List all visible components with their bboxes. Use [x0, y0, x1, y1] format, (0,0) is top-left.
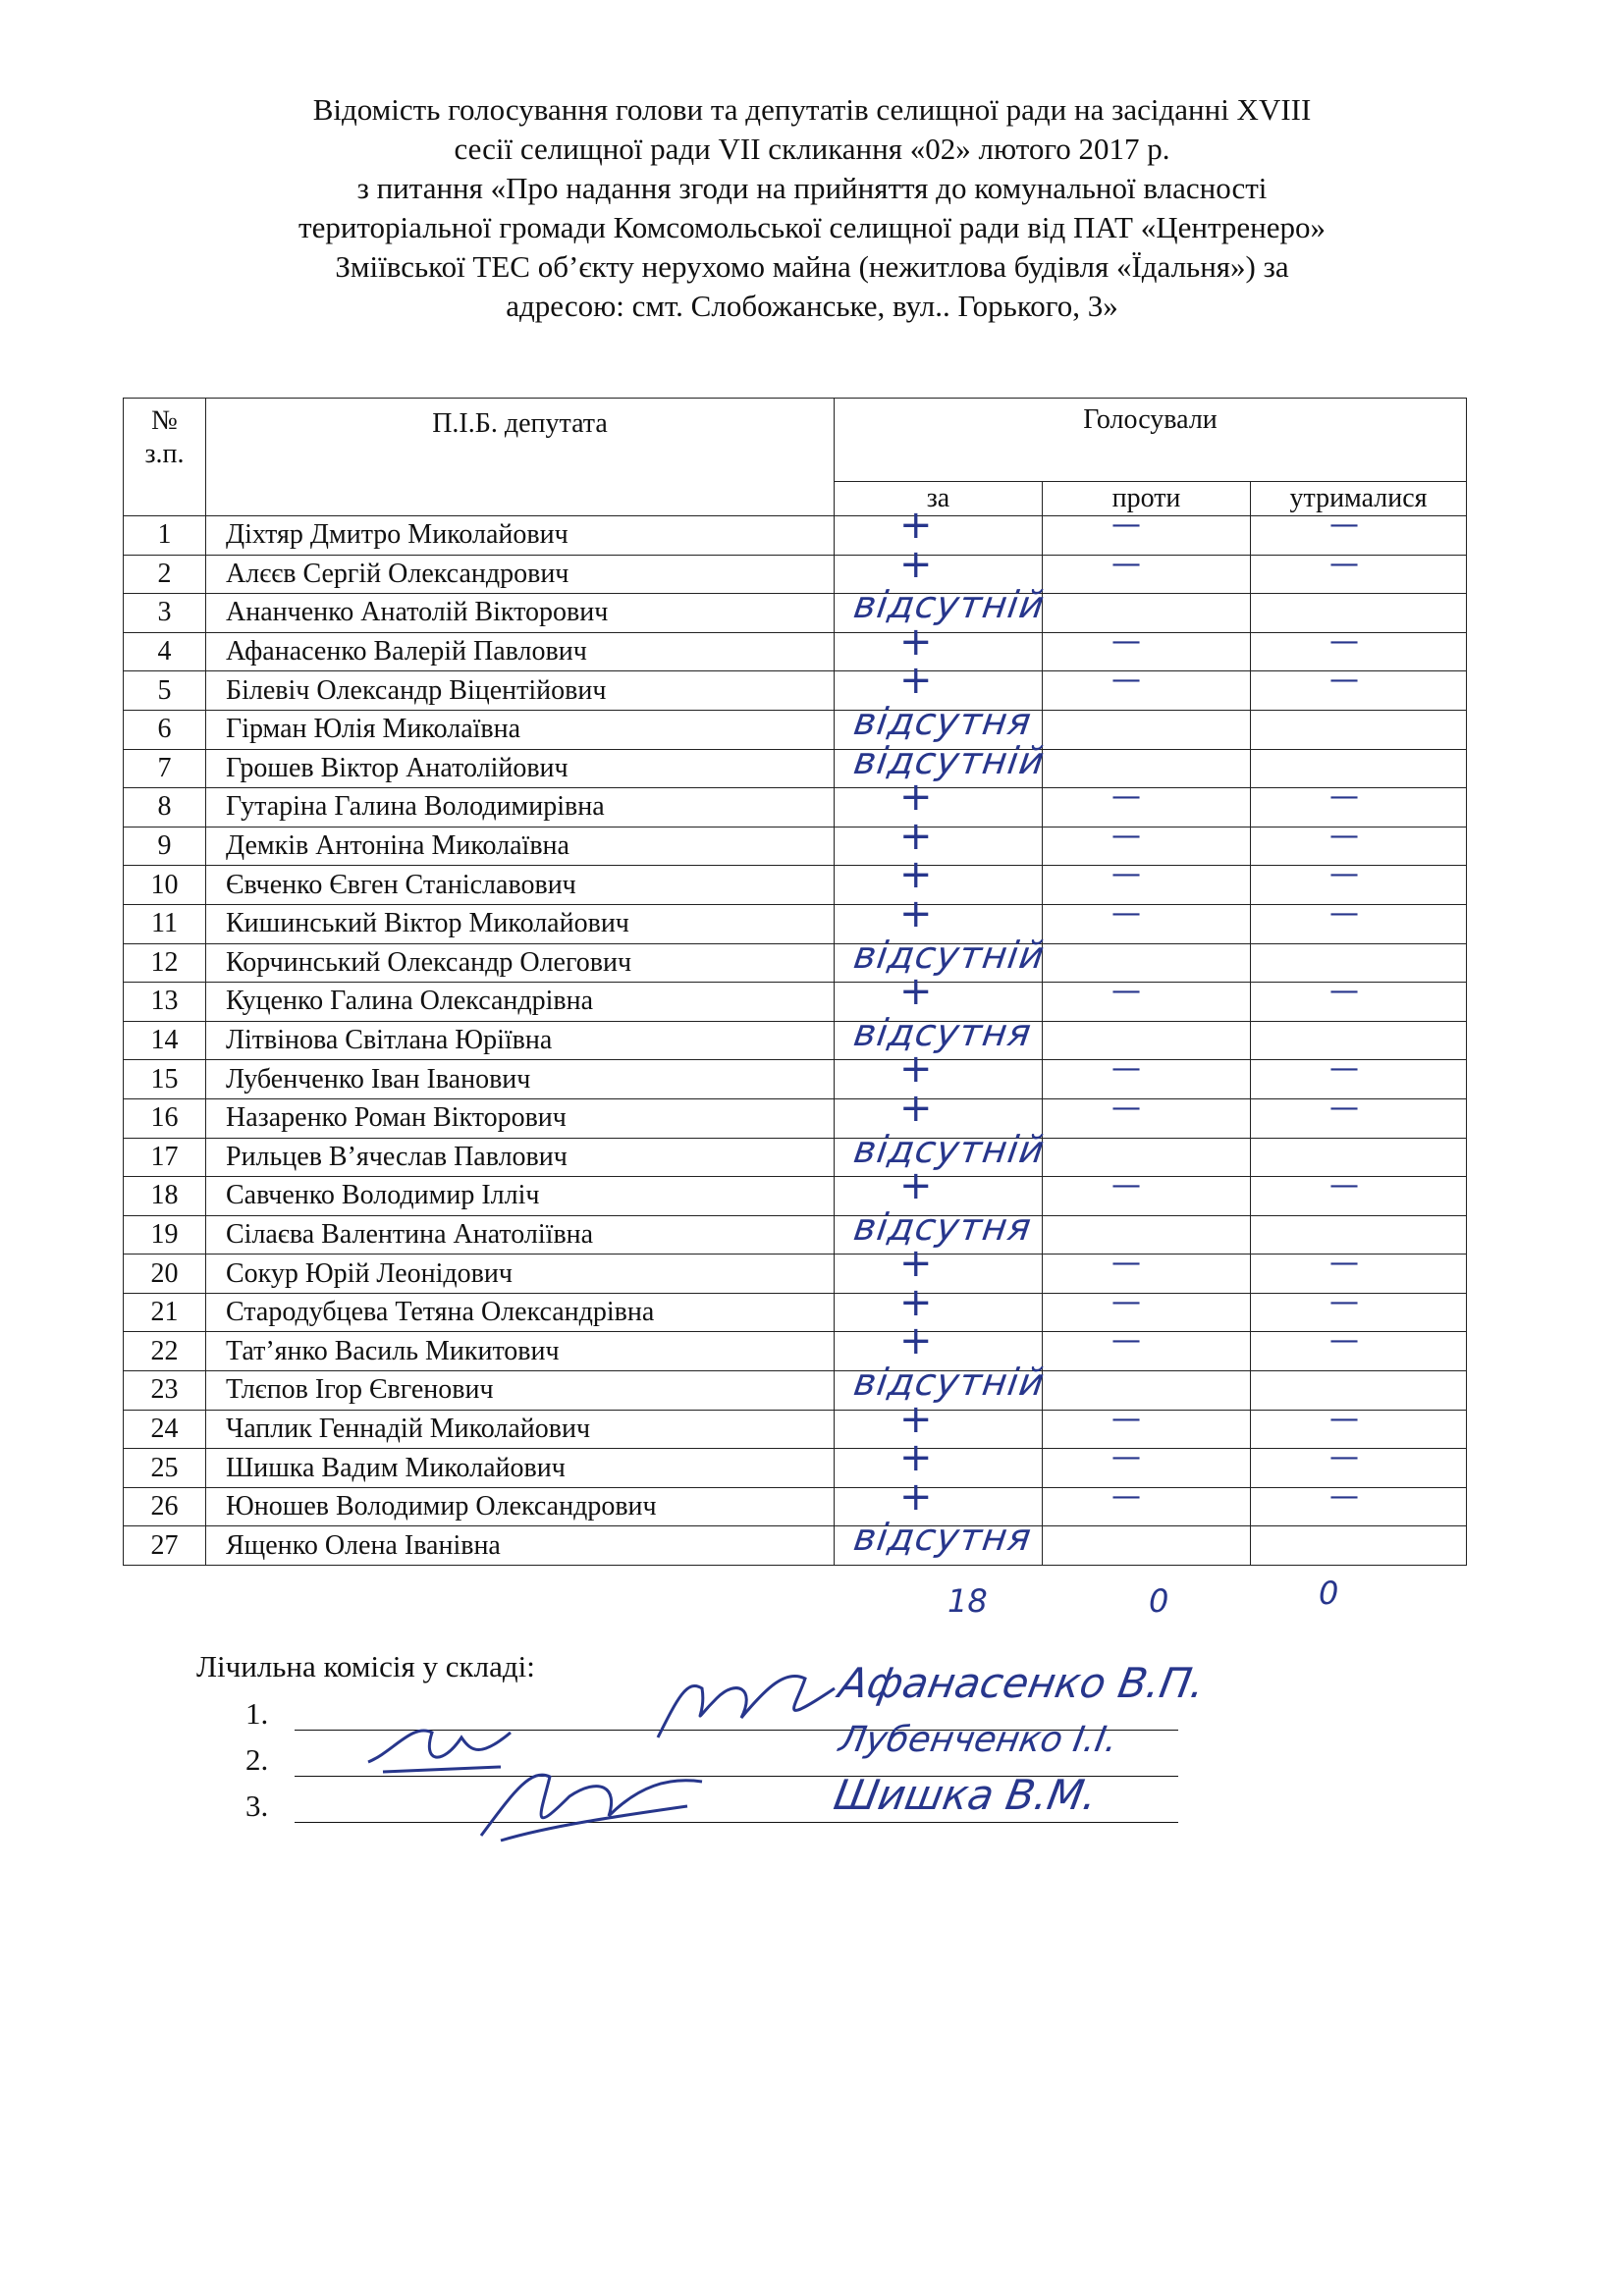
title-line: адресою: смт. Слобожанське, вул.. Горького, 3» [506, 289, 1118, 323]
header-number-line2: з.п. [144, 439, 185, 469]
absent-note: відсутня [850, 699, 1035, 743]
total-against: 0 [1149, 1582, 1169, 1620]
vote-against-mark: — [1111, 818, 1141, 853]
table-row [124, 1215, 1467, 1255]
deputy-name: Савченко Володимир Ілліч [206, 1177, 835, 1216]
vote-for-mark: + [899, 813, 933, 859]
vote-for-mark: + [899, 774, 933, 821]
document-title [118, 90, 1506, 326]
table-row [124, 1021, 1467, 1060]
commission-number: 2. [245, 1742, 269, 1777]
table-row [124, 1255, 1467, 1294]
absent-note: відсутній [850, 1361, 1048, 1405]
absent-note: відсутній [850, 933, 1048, 977]
table-row [124, 1487, 1467, 1526]
vote-for-cell [835, 1127, 1048, 1177]
deputy-name: Алєєв Сергій Олександрович [206, 555, 835, 594]
signature-1 [648, 1659, 844, 1747]
header-against: проти [1043, 482, 1251, 516]
table-row [124, 1410, 1467, 1449]
vote-against-cell [1043, 1478, 1251, 1526]
vote-against-mark: — [1111, 1478, 1141, 1514]
table-row [124, 983, 1467, 1022]
vote-abstain-cell [1251, 1478, 1467, 1526]
deputy-name: Євченко Євген Станіславович [206, 866, 835, 905]
deputy-name: Білевіч Олександр Віцентійович [206, 671, 835, 711]
vote-for-cell [835, 503, 1043, 556]
signature-3 [471, 1757, 707, 1845]
vote-against-mark: — [1111, 895, 1141, 931]
vote-abstain-cell [1251, 1526, 1467, 1566]
vote-for-mark: + [899, 969, 933, 1015]
row-number: 19 [124, 1215, 206, 1255]
vote-for-cell [835, 852, 1043, 905]
row-number: 22 [124, 1332, 206, 1371]
header-name: П.І.Б. депутата [206, 399, 835, 516]
deputy-name: Куценко Галина Олександрівна [206, 983, 835, 1022]
table-row [124, 1098, 1467, 1138]
table-row [124, 671, 1467, 711]
table-row [124, 632, 1467, 671]
title-line: Зміївської ТЕС об’єкту нерухомо майна (нежитлова будівля «Їдальня») за [335, 249, 1289, 284]
table-row [124, 516, 1467, 556]
row-number: 17 [124, 1138, 206, 1177]
vote-against-cell [1043, 1138, 1251, 1177]
deputy-name: Стародубцева Тетяна Олександрівна [206, 1293, 835, 1332]
table-row [124, 1177, 1467, 1216]
deputy-name: Тлєпов Ігор Євгенович [206, 1371, 835, 1411]
vote-against-cell [1043, 1021, 1251, 1060]
vote-against-cell [1043, 895, 1251, 943]
vote-against-cell [1043, 663, 1251, 711]
table-row [124, 710, 1467, 749]
vote-for-mark: + [899, 1396, 933, 1442]
deputy-name: Сілаєва Валентина Анатоліївна [206, 1215, 835, 1255]
vote-abstain-mark: — [1329, 857, 1359, 892]
vote-against-cell [1043, 974, 1251, 1022]
vote-against-cell [1043, 1284, 1251, 1332]
vote-for-cell [835, 738, 1048, 788]
vote-against-mark: — [1111, 779, 1141, 815]
table-row [124, 1332, 1467, 1371]
row-number: 12 [124, 943, 206, 983]
vote-abstain-mark: — [1329, 895, 1359, 931]
commission-number: 3. [245, 1789, 269, 1823]
table-row [124, 1138, 1467, 1177]
voting-table [123, 398, 1467, 1566]
vote-abstain-cell [1251, 974, 1467, 1022]
vote-abstain-mark: — [1329, 507, 1359, 542]
vote-against-cell [1043, 1051, 1251, 1099]
absent-note: відсутній [850, 583, 1048, 627]
table-row [124, 904, 1467, 943]
vote-for-cell [835, 1361, 1048, 1411]
title-line: Відомість голосування голови та депутатів селищної ради на засіданні XVIII [312, 92, 1312, 127]
vote-abstain-cell [1251, 1323, 1467, 1371]
vote-against-cell [1043, 623, 1251, 671]
table-row [124, 1449, 1467, 1488]
vote-against-mark: — [1111, 974, 1141, 1009]
vote-for-mark: + [899, 1085, 933, 1131]
row-number: 3 [124, 594, 206, 633]
row-number: 24 [124, 1410, 206, 1449]
row-number: 2 [124, 555, 206, 594]
table-row [124, 1293, 1467, 1332]
absent-note: відсутня [850, 1204, 1035, 1249]
title-line: сесії селищної ради VII скликання «02» лютого 2017 р. [454, 132, 1170, 166]
table-row [124, 1526, 1467, 1566]
vote-against-cell [1043, 1090, 1251, 1138]
vote-against-cell [1043, 507, 1251, 556]
row-number: 13 [124, 983, 206, 1022]
vote-abstain-cell [1251, 895, 1467, 943]
header-abstain: утрималися [1251, 482, 1467, 516]
vote-abstain-mark: — [1329, 818, 1359, 853]
vote-abstain-mark: — [1329, 974, 1359, 1009]
row-number: 21 [124, 1293, 206, 1332]
vote-for-cell [835, 1435, 1043, 1488]
row-number: 6 [124, 710, 206, 749]
vote-abstain-mark: — [1329, 1168, 1359, 1203]
vote-for-cell [835, 1516, 1043, 1566]
row-number: 25 [124, 1449, 206, 1488]
deputy-name: Назаренко Роман Вікторович [206, 1098, 835, 1138]
vote-abstain-cell [1251, 663, 1467, 711]
vote-abstain-cell [1251, 1168, 1467, 1216]
vote-abstain-mark: — [1329, 623, 1359, 659]
vote-against-cell [1043, 943, 1251, 983]
table-row [124, 1060, 1467, 1099]
vote-for-cell [835, 1046, 1043, 1099]
vote-against-cell [1043, 1401, 1251, 1449]
absent-note: відсутній [850, 738, 1048, 782]
vote-for-mark: + [899, 1163, 933, 1209]
vote-against-mark: — [1111, 1051, 1141, 1087]
deputy-name: Ананченко Анатолій Вікторович [206, 594, 835, 633]
vote-against-mark: — [1111, 663, 1141, 698]
commission-number: 1. [245, 1696, 269, 1731]
vote-for-mark: + [899, 1241, 933, 1287]
row-number: 20 [124, 1255, 206, 1294]
vote-abstain-mark: — [1329, 1323, 1359, 1359]
title-line: територіальної громади Комсомольської селищної ради від ПАТ «Центренеро» [298, 210, 1326, 244]
row-number: 5 [124, 671, 206, 711]
vote-abstain-mark: — [1329, 1478, 1359, 1514]
vote-against-mark: — [1111, 1246, 1141, 1281]
vote-abstain-mark: — [1329, 546, 1359, 581]
deputy-name: Демків Антоніна Миколаївна [206, 827, 835, 866]
row-number: 26 [124, 1487, 206, 1526]
vote-for-mark: + [899, 1279, 933, 1325]
deputy-name: Рильцев В’ячеслав Павлович [206, 1138, 835, 1177]
table-row [124, 827, 1467, 866]
vote-against-cell [1043, 1168, 1251, 1216]
vote-against-cell [1043, 710, 1251, 749]
commission-member-2: Лубенченко І.І. [836, 1720, 1121, 1760]
deputy-name: Лубенченко Іван Іванович [206, 1060, 835, 1099]
vote-for-cell [835, 1241, 1043, 1294]
deputy-name: Сокур Юрій Леонідович [206, 1255, 835, 1294]
vote-against-cell [1043, 1246, 1251, 1294]
vote-for-cell [835, 1396, 1043, 1449]
deputy-name: Кишинський Віктор Миколайович [206, 904, 835, 943]
commission-line-3 [245, 1789, 295, 1824]
vote-against-cell [1043, 818, 1251, 866]
vote-against-cell [1043, 1371, 1251, 1411]
deputy-name: Грошев Віктор Анатолійович [206, 749, 835, 788]
vote-against-mark: — [1111, 1323, 1141, 1359]
deputy-name: Шишка Вадим Миколайович [206, 1449, 835, 1488]
vote-abstain-cell [1251, 546, 1467, 594]
row-number: 10 [124, 866, 206, 905]
deputy-name: Афанасенко Валерій Павлович [206, 632, 835, 671]
vote-for-mark: + [899, 1473, 933, 1520]
vote-abstain-mark: — [1329, 663, 1359, 698]
row-number: 14 [124, 1021, 206, 1060]
header-number-line1: № [151, 405, 178, 436]
vote-against-cell [1043, 1215, 1251, 1255]
commission-label: Лічильна комісія у складі: [196, 1649, 535, 1683]
vote-for-cell [835, 618, 1043, 671]
row-number: 15 [124, 1060, 206, 1099]
row-number: 9 [124, 827, 206, 866]
vote-against-mark: — [1111, 1440, 1141, 1475]
row-number: 7 [124, 749, 206, 788]
row-number: 11 [124, 904, 206, 943]
deputy-name: Ященко Олена Іванівна [206, 1526, 835, 1566]
total-abstain: 0 [1319, 1575, 1339, 1612]
vote-against-mark: — [1111, 546, 1141, 581]
vote-against-cell [1043, 857, 1251, 905]
row-number: 16 [124, 1098, 206, 1138]
vote-for-cell [835, 933, 1048, 983]
vote-for-mark: + [899, 1435, 933, 1481]
deputy-name: Гутаріна Галина Володимирівна [206, 788, 835, 828]
vote-against-mark: — [1111, 1401, 1141, 1436]
vote-for-mark: + [899, 503, 933, 548]
row-number: 18 [124, 1177, 206, 1216]
vote-abstain-mark: — [1329, 1051, 1359, 1087]
vote-abstain-mark: — [1329, 1284, 1359, 1319]
commission-member-1: Афанасенко В.П. [835, 1659, 1209, 1707]
header-voted: Голосували [835, 399, 1467, 482]
row-number: 27 [124, 1526, 206, 1566]
row-number: 1 [124, 516, 206, 556]
vote-against-cell [1043, 1323, 1251, 1371]
vote-abstain-mark: — [1329, 1090, 1359, 1125]
vote-abstain-mark: — [1329, 779, 1359, 815]
absent-note: відсутня [850, 1010, 1035, 1054]
vote-against-cell [1043, 1440, 1251, 1488]
table-row [124, 594, 1467, 633]
vote-for-cell [835, 1279, 1043, 1332]
vote-against-cell [1043, 1526, 1251, 1566]
vote-for-mark: + [899, 618, 933, 665]
vote-against-cell [1043, 779, 1251, 828]
deputy-name: Тат’янко Василь Микитович [206, 1332, 835, 1371]
table-row [124, 788, 1467, 828]
vote-for-cell [835, 1010, 1043, 1060]
vote-abstain-mark: — [1329, 1440, 1359, 1475]
row-number: 23 [124, 1371, 206, 1411]
absent-note: відсутній [850, 1127, 1048, 1171]
signature-line-3 [295, 1822, 1178, 1823]
row-number: 4 [124, 632, 206, 671]
title-line: з питання «Про надання згоди на прийняття до комунальної власності [356, 171, 1268, 205]
table-row [124, 749, 1467, 788]
vote-against-mark: — [1111, 1168, 1141, 1203]
vote-abstain-mark: — [1329, 1246, 1359, 1281]
vote-for-mark: + [899, 658, 933, 704]
vote-against-mark: — [1111, 1090, 1141, 1125]
commission-line-1 [245, 1696, 295, 1732]
vote-against-mark: — [1111, 1284, 1141, 1319]
vote-for-cell [835, 1204, 1043, 1255]
table-row [124, 555, 1467, 594]
commission-member-3: Шишка В.М. [830, 1771, 1102, 1819]
deputy-name: Корчинський Олександр Олегович [206, 943, 835, 983]
vote-for-mark: + [899, 1318, 933, 1364]
vote-abstain-mark: — [1329, 1401, 1359, 1436]
deputy-name: Юношев Володимир Олександрович [206, 1487, 835, 1526]
vote-for-cell [835, 583, 1048, 633]
vote-against-mark: — [1111, 623, 1141, 659]
commission-line-2 [245, 1742, 295, 1778]
deputy-name: Діхтяр Дмитро Миколайович [206, 516, 835, 556]
vote-for-mark: + [899, 541, 933, 587]
deputy-name: Літвінова Світлана Юріївна [206, 1021, 835, 1060]
deputy-name: Гірман Юлія Миколаївна [206, 710, 835, 749]
vote-against-cell [1043, 546, 1251, 594]
vote-against-cell [1043, 594, 1251, 633]
vote-for-mark: + [899, 852, 933, 898]
header-for: за [835, 482, 1043, 516]
vote-for-mark: + [899, 890, 933, 936]
table-row [124, 943, 1467, 983]
row-number: 8 [124, 788, 206, 828]
vote-against-mark: — [1111, 857, 1141, 892]
deputy-name: Чаплик Геннадій Миколайович [206, 1410, 835, 1449]
vote-against-cell [1043, 749, 1251, 788]
table-row [124, 866, 1467, 905]
vote-abstain-cell [1251, 710, 1467, 749]
table-row [124, 1371, 1467, 1411]
header-number [124, 399, 206, 516]
total-for: 18 [947, 1582, 988, 1620]
absent-note: відсутня [850, 1516, 1035, 1560]
voting-table-body [124, 503, 1467, 1566]
vote-against-mark: — [1111, 507, 1141, 542]
vote-abstain-cell [1251, 1090, 1467, 1138]
vote-for-cell [835, 813, 1043, 866]
vote-for-cell [835, 774, 1043, 828]
vote-for-mark: + [899, 1046, 933, 1093]
